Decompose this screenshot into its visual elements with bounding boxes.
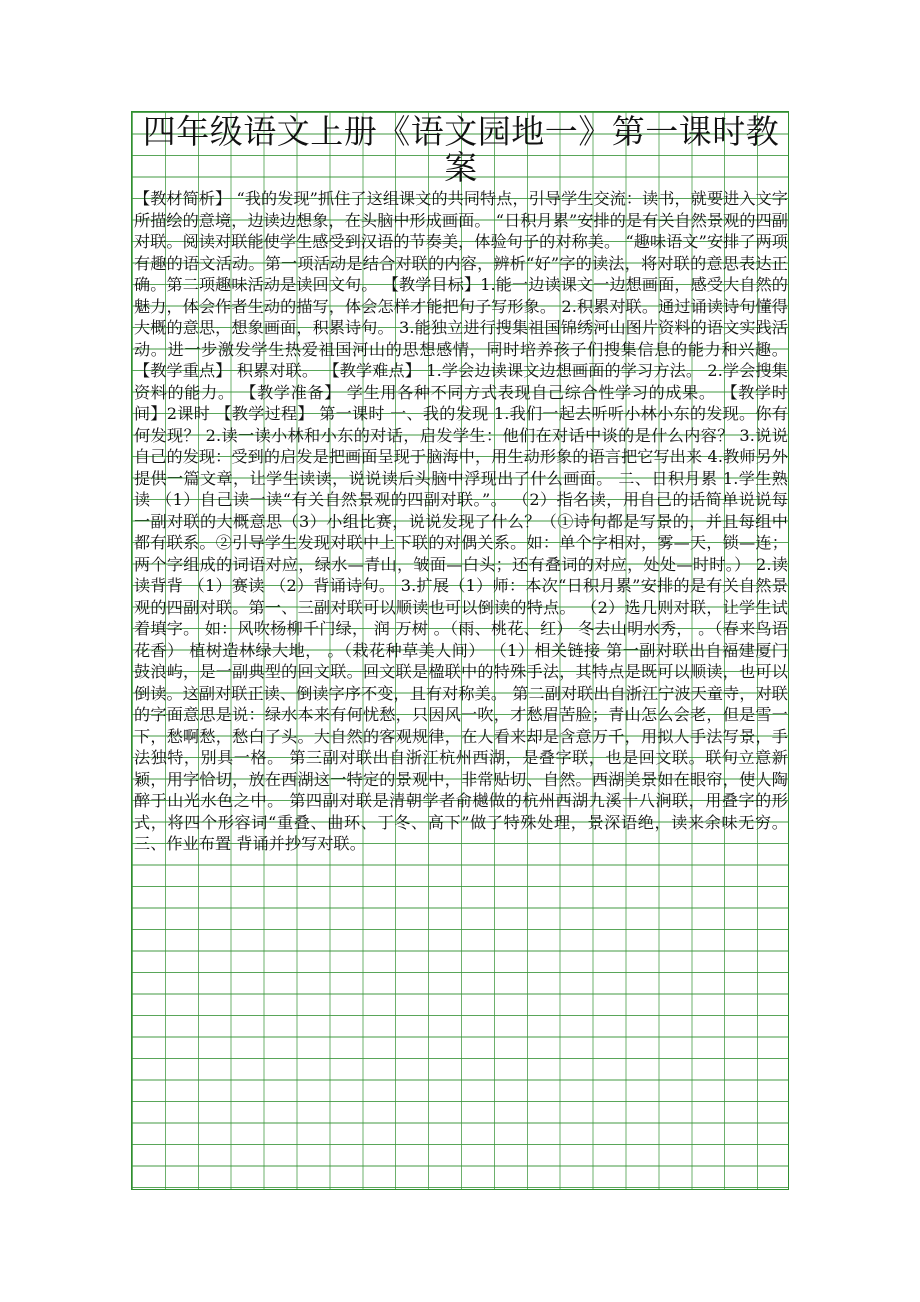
document-title: 四年级语文上册《语文园地一》第一课时教案 — [142, 112, 780, 187]
document-body: 【教材简析】 “我的发现”抓住了这组课文的共同特点，引导学生交流：读书，就要进入文字所描绘的意境，边读边想象，在头脑中形成画面。 “日积月累”安排的是有关自然景观的四副对联。阅读对联能使学生感受到汉语的节奏美，体验句子的对称美。 “趣味语文”安排了两项有趣的语文活动。第一项活动是结合对联的内容，辨析“好”字的读法，将对联的意思表达正确。第二项趣味活动是读回文句。 【教学目标】1.能一边读课文一边想画面，感受大自然的魅力，体会作者生动的描写，体会怎样才能把句子写形象。 2.积累对联。通过诵读诗句懂得大概的意思，想象画面，积累诗句。 3.能独立进行搜集祖国锦绣河山图片资料的语文实践活动。进一步激发学生热爱祖国河山的思想感情，同时培养孩子们搜集信息的能力和兴趣。 【教学重点】 积累对联。 【教学难点】 1.学会边读课文边想画面的学习方法。 2.学会搜集资料的能力。 【教学准备】 学生用各种不同方式表现自己综合性学习的成果。 【教学时间】2课时 【教学过程】 第一课时 一、我的发现 1.我们一起去听听小林小东的发现。你有何发现？ 2.读一读小林和小东的对话，启发学生：他们在对话中谈的是什么内容？ 3.说说自己的发现：受到的启发是把画面呈现于脑海中，用生动形象的语言把它写出来 4.教师另外提供一篇文章，让学生读读，说说读后头脑中浮现出了什么画面。 二、日积月累 1.学生熟读 （1）自己读一读“有关自然景观的四副对联。”。 （2）指名读，用自己的话简单说说每一副对联的大概意思（3）小组比赛，说说发现了什么？（①诗句都是写景的，并且每组中都有联系。②引导学生发现对联中上下联的对偶关系。如：单个字相对，雾—天，锁—连；两个字组成的词语对应，绿水—青山，皱面—白头；还有叠词的对应，处处—时时。） 2.读读背背 （1）赛读 （2）背诵诗句。 3.扩展（1）师：本次“日积月累”安排的是有关自然景观的四副对联。第一、三副对联可以顺读也可以倒读的特点。 （2）选几则对联，让学生试着填字。 如：风吹杨柳千门绿， 润 万树 。（雨、桃花、红） 冬去山明水秀， 。（春来鸟语花香） 植树造林绿大地， 。（栽花种草美人间） （1）相关链接 第一副对联出自福建厦门鼓浪屿，是一副典型的回文联。回文联是楹联中的特殊手法，其特点是既可以顺读，也可以倒读。这副对联正读、倒读字序不变，且有对称美。 第二副对联出自浙江宁波天童寺，对联的字面意思是说：绿水本来有何忧愁，只因风一吹，才愁眉苦脸；青山怎么会老，但是雪一下，愁啊愁，愁白了头。大自然的客观规律，在人看来却是含意万千，用拟人手法写景，手法独特，别具一格。 第三副对联出自浙江杭州西湖，是叠字联，也是回文联。联句立意新颖，用字恰切，放在西湖这一特定的景观中，非常贴切、自然。西湖美景如在眼帘，使人陶醉于山光水色之中。 第四副对联是清朝学者俞樾做的杭州西湖九溪十八涧联，用叠字的形式，将四个形容词“重叠、曲环、丁冬、高下”做了特殊处理，景深语绝，读来余味无穷。 三、作业布置 背诵并抄写对联。 — [134, 189, 788, 853]
document-page — [131, 111, 789, 1190]
